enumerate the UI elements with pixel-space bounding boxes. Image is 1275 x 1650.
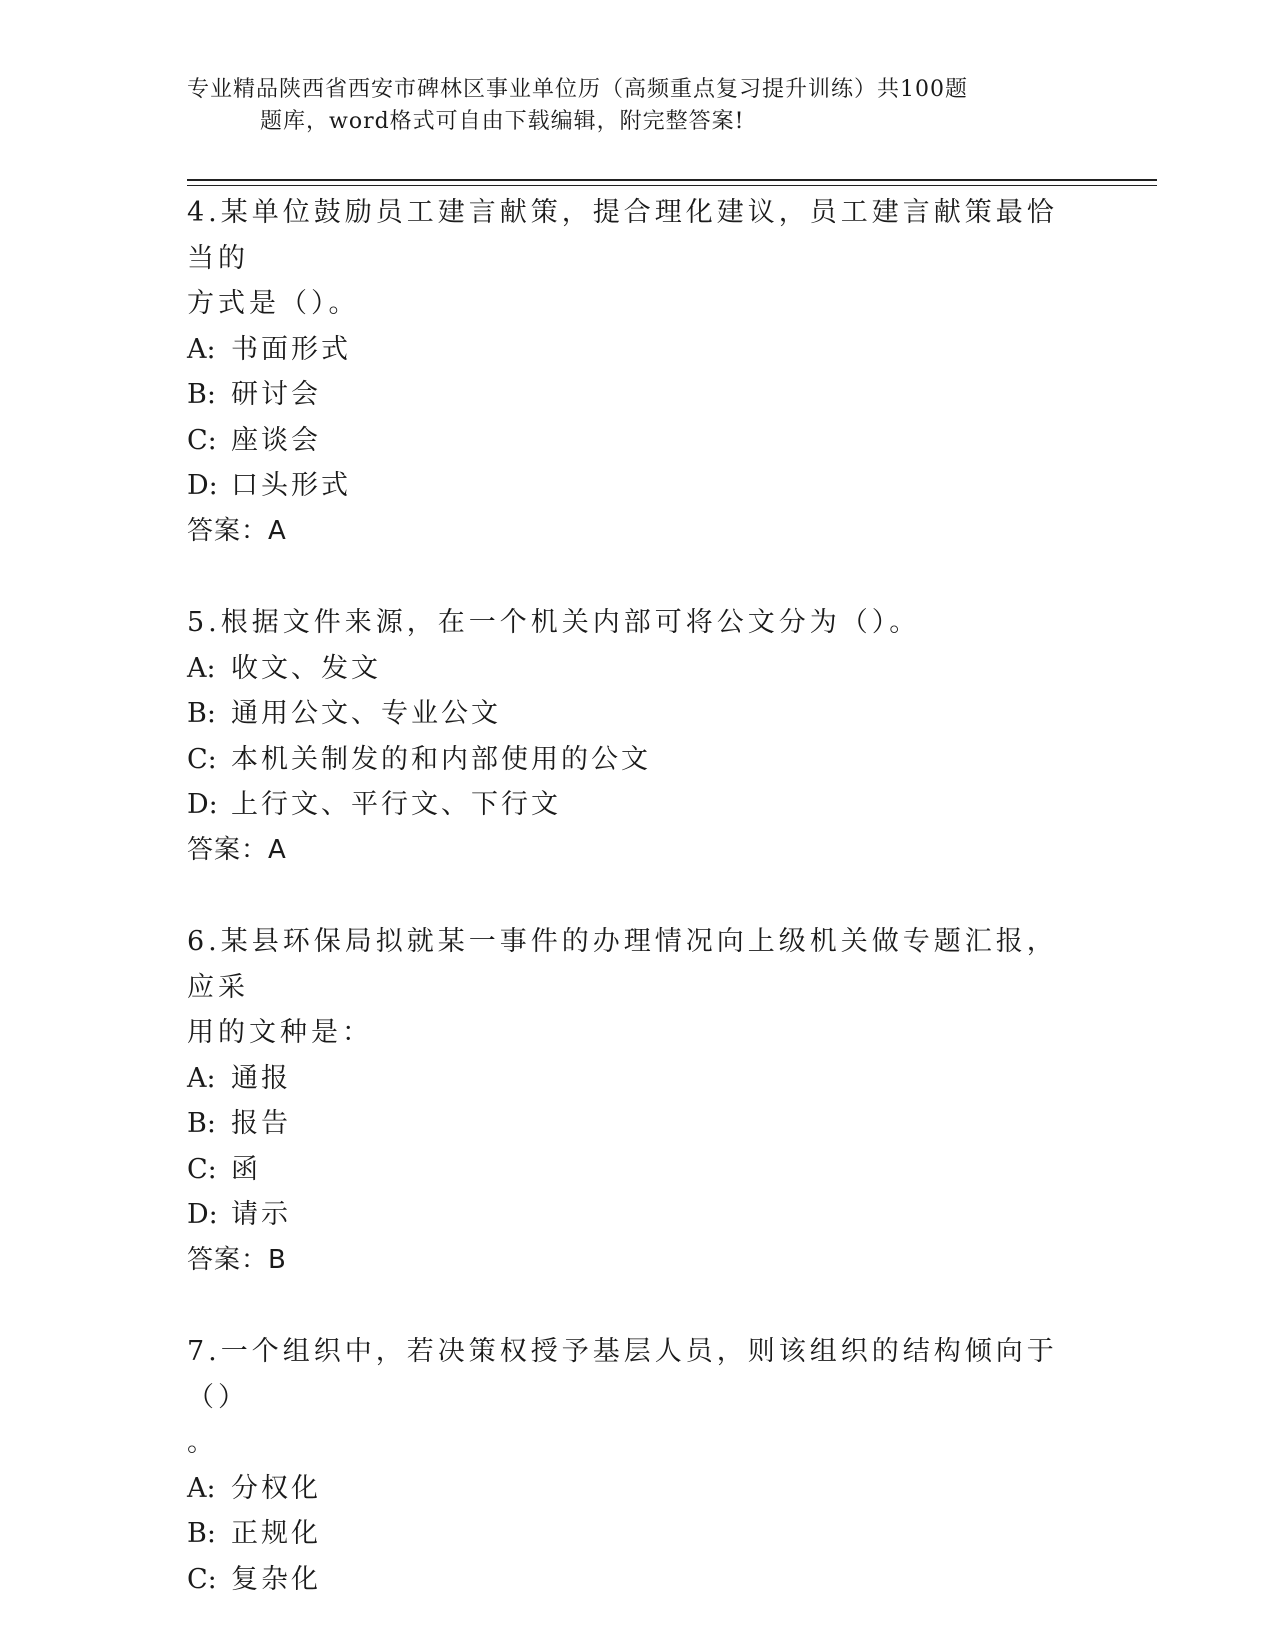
header-divider-thin: [187, 185, 1157, 186]
option-text: 座谈会: [231, 424, 321, 456]
option-text: 上行文、平行文、下行文: [231, 789, 561, 820]
question-5: [187, 600, 1067, 873]
document-header: [187, 74, 1047, 138]
question-stem: 4.某单位鼓励员工建言献策，提合理化建议，员工建言献策最恰当的: [187, 197, 1058, 274]
question-list: [187, 190, 1067, 1648]
option-text: 通报: [231, 1062, 291, 1094]
option-d: [187, 463, 1067, 509]
header-divider-thick: [187, 179, 1157, 181]
option-letter: B:: [187, 1108, 216, 1139]
option-text: 复杂化: [231, 1563, 321, 1595]
option-letter: C:: [187, 1563, 217, 1595]
option-a: [187, 327, 1067, 373]
option-c: [187, 1147, 1067, 1193]
option-text: 研讨会: [231, 379, 321, 410]
question-stem-continued: 。: [187, 1427, 218, 1458]
option-text: 分权化: [231, 1472, 321, 1504]
option-text: 通用公文、专业公文: [231, 698, 501, 729]
option-text: 正规化: [231, 1518, 321, 1549]
option-letter: C:: [187, 1153, 217, 1185]
option-letter: D:: [187, 789, 218, 820]
option-letter: A:: [187, 652, 216, 684]
option-b: [187, 1511, 1067, 1557]
option-c: [187, 418, 1067, 464]
question-6: [187, 919, 1067, 1283]
option-letter: A:: [187, 1062, 216, 1094]
option-letter: A:: [187, 1472, 216, 1504]
option-text: 书面形式: [231, 333, 351, 365]
option-a: [187, 1056, 1067, 1102]
option-c: [187, 737, 1067, 783]
header-title-line-2: 题库，word格式可自由下载编辑，附完整答案!: [260, 109, 745, 134]
question-stem-continued: 方式是（）。: [187, 288, 360, 319]
question-stem: 6.某县环保局拟就某一事件的办理情况向上级机关做专题汇报，应采: [187, 926, 1058, 1003]
question-4: [187, 190, 1067, 554]
option-b: [187, 372, 1067, 418]
option-letter: B:: [187, 379, 216, 410]
option-letter: D:: [187, 470, 218, 501]
option-a: [187, 646, 1067, 692]
option-letter: D:: [187, 1199, 218, 1230]
question-stem: 7.一个组织中，若决策权授予基层人员，则该组织的结构倾向于（）: [187, 1336, 1058, 1413]
answer-line: 答案：A: [187, 834, 287, 865]
option-letter: B:: [187, 1518, 216, 1549]
question-stem: 5.根据文件来源，在一个机关内部可将公文分为（）。: [187, 607, 921, 638]
header-title-line-1: 专业精品陕西省西安市碑林区事业单位历（高频重点复习提升训练）共100题: [187, 77, 968, 102]
option-b: [187, 1101, 1067, 1147]
option-letter: A:: [187, 333, 216, 365]
option-b: [187, 691, 1067, 737]
option-text: 收文、发文: [231, 652, 381, 684]
option-text: 口头形式: [231, 470, 351, 501]
option-text: 本机关制发的和内部使用的公文: [231, 743, 651, 775]
answer-line: 答案：A: [187, 515, 287, 546]
option-letter: C:: [187, 424, 217, 456]
option-text: 报告: [231, 1108, 291, 1139]
option-text: 请示: [231, 1199, 291, 1230]
option-c: [187, 1557, 1067, 1603]
option-d: [187, 1192, 1067, 1238]
answer-line: 答案：B: [187, 1244, 287, 1275]
question-7: [187, 1329, 1067, 1602]
option-d: [187, 782, 1067, 828]
option-text: 函: [231, 1153, 261, 1185]
question-stem-continued: 用的文种是：: [187, 1017, 373, 1048]
option-letter: C:: [187, 743, 217, 775]
option-letter: B:: [187, 698, 216, 729]
option-a: [187, 1466, 1067, 1512]
